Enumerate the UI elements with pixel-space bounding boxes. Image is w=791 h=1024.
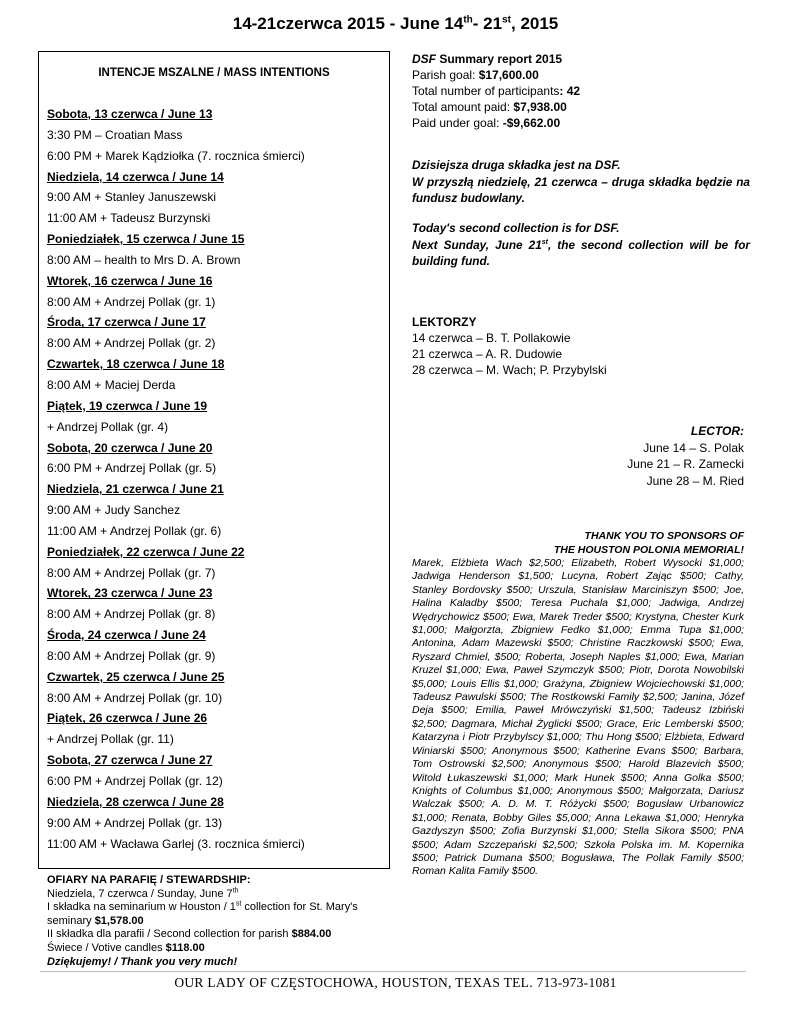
mass-day-heading: Środa, 24 czerwca / June 24 — [47, 628, 206, 643]
mass-intention: 8:00 AM + Andrzej Pollak (gr. 2) — [47, 336, 216, 351]
lector-item: June 14 – S. Polak — [643, 440, 744, 455]
mass-day-heading: Niedziela, 14 czerwca / June 14 — [47, 169, 224, 184]
stewardship-candles: Świece / Votive candles $118.00 — [47, 941, 205, 954]
lector-heading: LECTOR: — [690, 424, 744, 438]
mass-intention: + Andrzej Pollak (gr. 11) — [47, 732, 174, 747]
mass-day-heading: Czwartek, 18 czerwca / June 18 — [47, 357, 225, 372]
sponsors-heading-line1: THANK YOU TO SPONSORS OF — [584, 530, 744, 542]
mass-day-heading: Niedziela, 28 czerwca / June 28 — [47, 794, 224, 809]
mass-intention: 11:00 AM + Andrzej Pollak (gr. 6) — [47, 523, 222, 538]
mass-day-heading: Niedziela, 21 czerwca / June 21 — [47, 482, 224, 497]
mass-day-heading: Poniedziałek, 15 czerwca / June 15 — [47, 232, 245, 247]
lektorzy-heading: LEKTORZY — [412, 315, 477, 329]
mass-intention: 11:00 AM + Wacława Garlej (3. rocznica śmierci) — [47, 836, 305, 851]
mass-intention: 6:00 PM + Andrzej Pollak (gr. 5) — [47, 461, 217, 476]
mass-day-heading: Piątek, 26 czerwca / June 26 — [47, 711, 208, 726]
mass-day-heading: Poniedziałek, 22 czerwca / June 22 — [47, 544, 245, 559]
lektorzy-section — [412, 314, 607, 378]
sponsors-heading — [554, 529, 744, 557]
footer-divider — [40, 971, 746, 972]
mass-day-heading: Piątek, 19 czerwca / June 19 — [47, 398, 208, 413]
page-title: 14-21czerwca 2015 - June 14th- 21st, 2015 — [232, 14, 559, 33]
stewardship-section — [47, 874, 392, 969]
note-polish-line1: Dzisiejsza druga składka jest na DSF. — [412, 158, 621, 172]
lector-section — [627, 423, 744, 489]
mass-intentions-box — [38, 51, 390, 869]
mass-day-heading: Sobota, 13 czerwca / June 13 — [47, 107, 213, 121]
mass-intention: 8:00 AM + Andrzej Pollak (gr. 8) — [47, 607, 216, 622]
mass-intention: 3:30 PM – Croatian Mass — [47, 127, 183, 142]
lektorzy-item: 14 czerwca – B. T. Pollakowie — [412, 331, 571, 345]
mass-intention: 8:00 AM + Andrzej Pollak (gr. 1) — [47, 294, 216, 309]
mass-intention: 8:00 AM + Andrzej Pollak (gr. 10) — [47, 690, 223, 705]
dsf-participants: Total number of participants: 42 — [412, 84, 581, 98]
mass-intention: + Andrzej Pollak (gr. 4) — [47, 419, 169, 434]
mass-intention: 8:00 AM + Maciej Derda — [47, 377, 176, 392]
note-english-line2: Next Sunday, June 21st, the second collection will be for building fund. — [412, 237, 750, 268]
mass-intention: 9:00 AM + Judy Sanchez — [47, 503, 181, 518]
mass-intention: 6:00 PM + Andrzej Pollak (gr. 12) — [47, 774, 223, 788]
dsf-title: DSF Summary report 2015 — [412, 52, 563, 66]
mass-day-heading: Wtorek, 23 czerwca / June 23 — [47, 586, 213, 601]
dsf-paid: Total amount paid: $7,938.00 — [412, 100, 567, 114]
lektorzy-item: 21 czerwca – A. R. Dudowie — [412, 347, 563, 361]
mass-day-heading: Środa, 17 czerwca / June 17 — [47, 315, 206, 330]
mass-day-heading: Wtorek, 16 czerwca / June 16 — [47, 273, 213, 288]
mass-intention: 9:00 AM + Stanley Januszewski — [47, 190, 217, 205]
stewardship-thanks: Dziękujemy! / Thank you very much! — [47, 955, 238, 968]
mass-intention: 8:00 AM + Andrzej Pollak (gr. 7) — [47, 565, 216, 580]
mass-intentions-heading: INTENCJE MSZALNE / MASS INTENTIONS — [98, 67, 330, 79]
mass-intention: 8:00 AM + Andrzej Pollak (gr. 9) — [47, 648, 216, 663]
lector-item: June 28 – M. Ried — [646, 473, 744, 488]
dsf-summary — [412, 51, 580, 131]
stewardship-collection-1-amount: seminary $1,578.00 — [47, 914, 144, 927]
stewardship-collection-2: II składka dla parafii / Second collection for parish $884.00 — [47, 928, 332, 941]
dsf-goal: Parish goal: $17,600.00 — [412, 68, 539, 82]
note-english-line1: Today's second collection is for DSF. — [412, 221, 620, 235]
mass-intention: 6:00 PM + Marek Kądziołka (7. rocznica śmierci) — [47, 148, 305, 163]
note-polish — [412, 157, 750, 207]
stewardship-collection-1: I składka na seminarium w Houston / 1st collection for St. Mary's — [47, 900, 358, 914]
mass-intention: 9:00 AM + Andrzej Pollak (gr. 13) — [47, 815, 223, 830]
sponsors-list: Marek, Elżbieta Wach $2,500; Elizabeth, Robert Wysocki $1,000; Jadwiga Henderson $1,500; Lucyna, Robert Zając $500; Cathy, Stanley Bordovsky $500; Urszula, Stanisław Marciniszyn $500; Joe, Halina Kaladby $500; Teresa Puchala $1,000; Jadwiga, Andrzej Wędrychowicz $500; Ewa, Marek Treder $500; Krystyna, Chester Kurk $1,000; Małgorzta, Zbigniew Fedko $1,000; Emma Tupa $1,000; Antonina, Adam Mazewski $500; Christine Raczkowski $500; Ewa, Ryszard Chmiel, $500; Roberta, Joseph Naples $1,000; Ewa, Marian Kruzel $1,000; Ewa, Paweł Szymczyk $500; Piotr, Dorota Nowobilski $5,000; Louis Ellis $1,000; Grażyna, Zbigniew Wojciechowski $1,000; Tadeusz Pawulski $500; The Rostkowski Family $2,500; Janina, Józef Deja $500; Emilia, Paweł Mrówczyński $1,500; Tadeusz Izbiński $2,500; Dagmara, Michał Żyglicki $500; Grace, Eric Lemberski $500; Katarzyna i Piotr Przybylscy $1,000; Thu Hong $500; Elżbieta, Edward Winiarski $500; Anonymous $500; Katherine Evans $500; Barbara, Tom Ostrowski $2,500; Anonymous $500; Harold Blazevich $500; Witold Łukaszewski $1,000; Mark Hunek $500; Anna Golka $500; Knights of Columbus $1,000; Anonymous $500; Małgorzata, Dariusz Walczak $500; A. D. M. T. Różycki $500; Bogusław Urbanowicz $1,000; Renata, Bobby Giles $5,000; Anna Lekawa $1,000; Henryka Gazdyszyn $500; Zofia Burzynski $1,000; Stella Sikora $500; PNA $500; Adam Szczepański $2,500; Szkoła Polska im. M. Kopernika $500; Patrick Dumana $500; Bogusława, The Pollak Family $500; Roman Kalita Family $500. — [412, 557, 744, 878]
dsf-under-goal: Paid under goal: -$9,662.00 — [412, 116, 561, 130]
note-english — [412, 220, 750, 270]
mass-day-heading: Czwartek, 25 czerwca / June 25 — [47, 669, 225, 684]
stewardship-date: Niedziela, 7 czerwca / Sunday, June 7th — [47, 886, 239, 900]
footer: OUR LADY OF CZĘSTOCHOWA, HOUSTON, TEXAS TEL. 713-973-1081 — [174, 975, 617, 990]
note-polish-line2: W przyszłą niedzielę, 21 czerwca – druga składka będzie na fundusz budowlany. — [412, 174, 750, 205]
sponsors-heading-line2: THE HOUSTON POLONIA MEMORIAL! — [553, 544, 744, 556]
mass-intentions-list — [47, 104, 385, 854]
mass-intention: 11:00 AM + Tadeusz Burzynski — [47, 211, 211, 226]
lector-item: June 21 – R. Zamecki — [627, 457, 744, 471]
mass-day-heading: Sobota, 20 czerwca / June 20 — [47, 440, 213, 455]
mass-day-heading: Sobota, 27 czerwca / June 27 — [47, 753, 213, 768]
stewardship-heading: OFIARY NA PARAFIĘ / STEWARDSHIP: — [47, 874, 251, 886]
lektorzy-item: 28 czerwca – M. Wach; P. Przybylski — [412, 363, 607, 377]
mass-intention: 8:00 AM – health to Mrs D. A. Brown — [47, 252, 241, 267]
